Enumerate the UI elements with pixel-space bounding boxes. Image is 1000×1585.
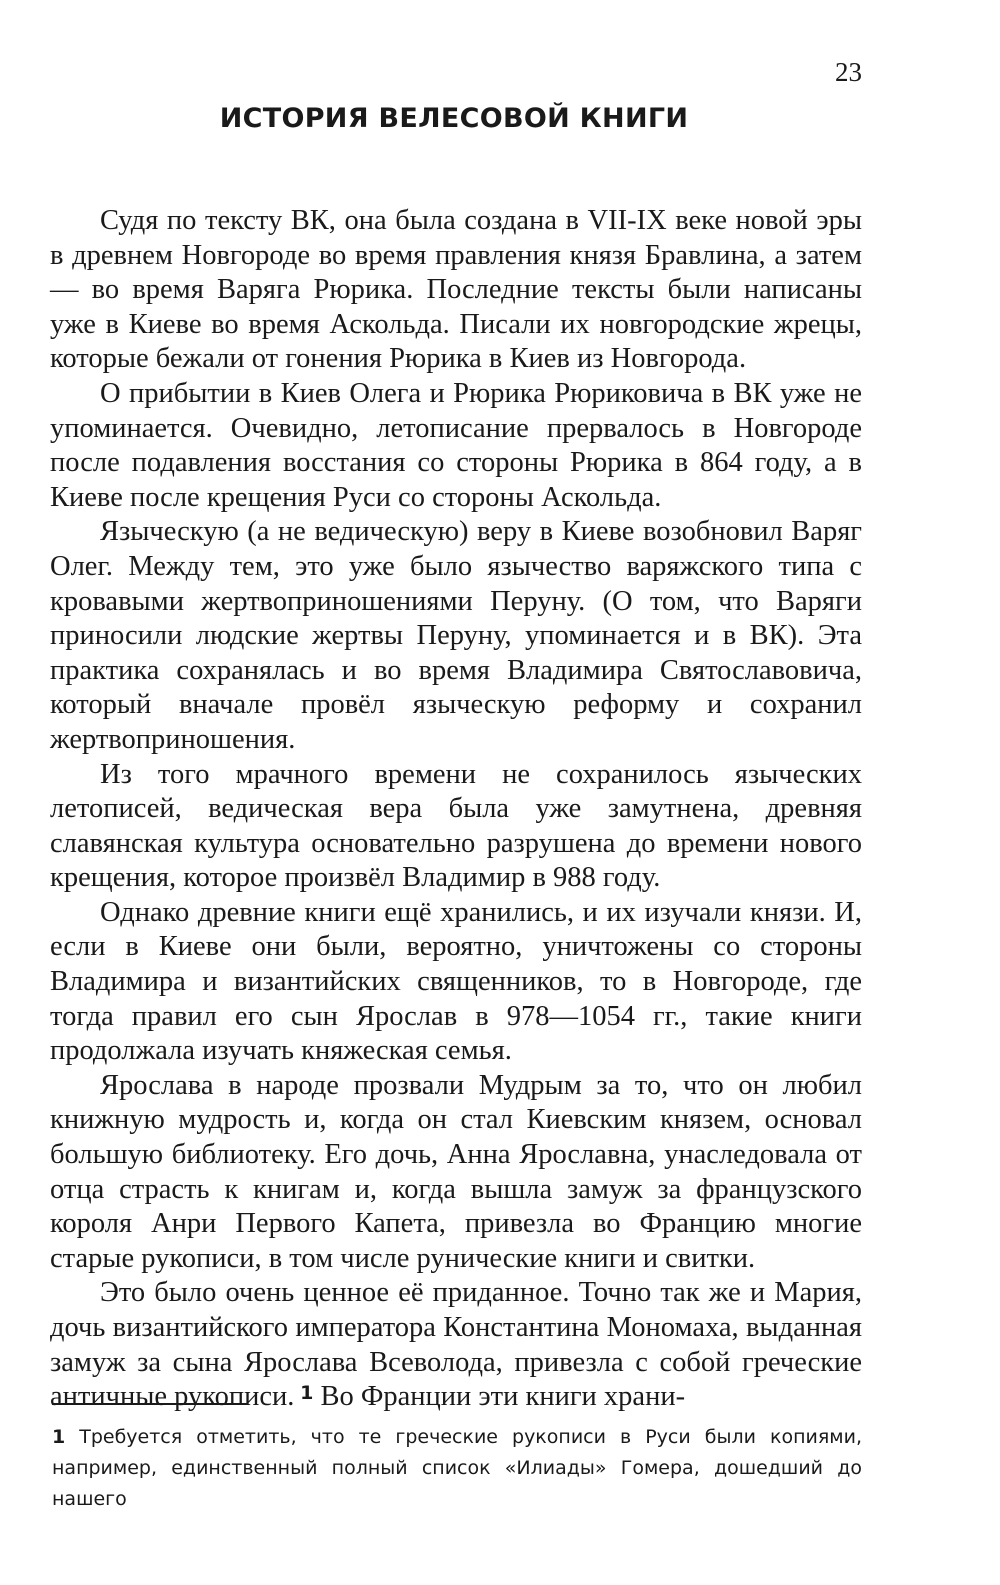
paragraph-continuation: Во Франции эти книги храни- [313, 1381, 686, 1413]
footnote [52, 1422, 862, 1515]
paragraph: Ярослава в народе прозвали Мудрым за то, что он любил книжную мудрость и, когда он стал Киевским князем, основал большую библиотеку. Его дочь, Анна Ярославна, унаследовала от отца страсть к книгам и, когда вышла замуж за французского короля Анри Первого Капета, привезла во Францию многие старые рукописи, в том числе рунические книги и свитки. [50, 1069, 862, 1274]
paragraph: Из того мрачного времени не сохранилось языческих летописей, ведическая вера была уже замутнена, древняя славянская культура основательно разрушена до времени нового крещения, которое произвёл Владимир в 988 году. [50, 758, 862, 894]
paragraph: Судя по тексту ВК, она была создана в VII-IX веке новой эры в древнем Новгороде во время правления князя Бравлина, а затем — во время Варяга Рюрика. Последние тексты были написаны уже в Киеве во время Аскольда. Писали их новгородские жрецы, которые бежали от гонения Рюрика в Киев из Новгорода. [50, 205, 862, 375]
paragraph: Однако древние книги ещё хранились, и их изучали князи. И, если в Киеве они были, вероятно, уничтожены со стороны Владимира и византийских священников, то в Новгороде, где тогда правил его сын Ярослав в 978—1054 гг., такие книги продолжала изучать княжеская семья. [50, 896, 862, 1067]
footnote-text: Требуется отметить, что те греческие рукописи в Руси были копиями, например, единственный полный список «Илиады» Гомера, дошедший до нашего [52, 1426, 862, 1510]
footnote-reference[interactable]: 1 [300, 1382, 314, 1405]
paragraph-last [50, 1276, 862, 1414]
paragraph: О прибытии в Киев Олега и Рюрика Рюриковича в ВК уже не упоминается. Очевидно, летописание прервалось в Новгороде после подавления восстания со стороны Рюрика в 864 году, а в Киеве после крещения Руси со стороны Аскольда. [50, 377, 862, 513]
paragraph-text: Это было очень ценное её приданное. Точно так же и Мария, дочь византийского императора Константина Мономаха, выданная замуж за сына Ярослава Всеволода, привезла с собой греческие античные рукописи. [50, 1277, 862, 1413]
page-number: 23 [835, 57, 862, 87]
body-text [50, 204, 862, 1415]
footnote-divider [52, 1403, 248, 1405]
paragraph: Языческую (а не ведическую) веру в Киеве возобновил Варяг Олег. Между тем, это уже было язычество варяжского типа с кровавыми жертвоприношениями Перуну. (О том, что Варяги приносили людские жертвы Перуну, упоминается и в ВК). Эта практика сохранялась и во время Владимира Святославовича, который вначале провёл языческую реформу и сохранил жертвоприношения. [50, 516, 862, 755]
chapter-title: ИСТОРИЯ ВЕЛЕСОВОЙ КНИГИ [219, 103, 689, 134]
footnote-number: 1 [52, 1426, 66, 1448]
